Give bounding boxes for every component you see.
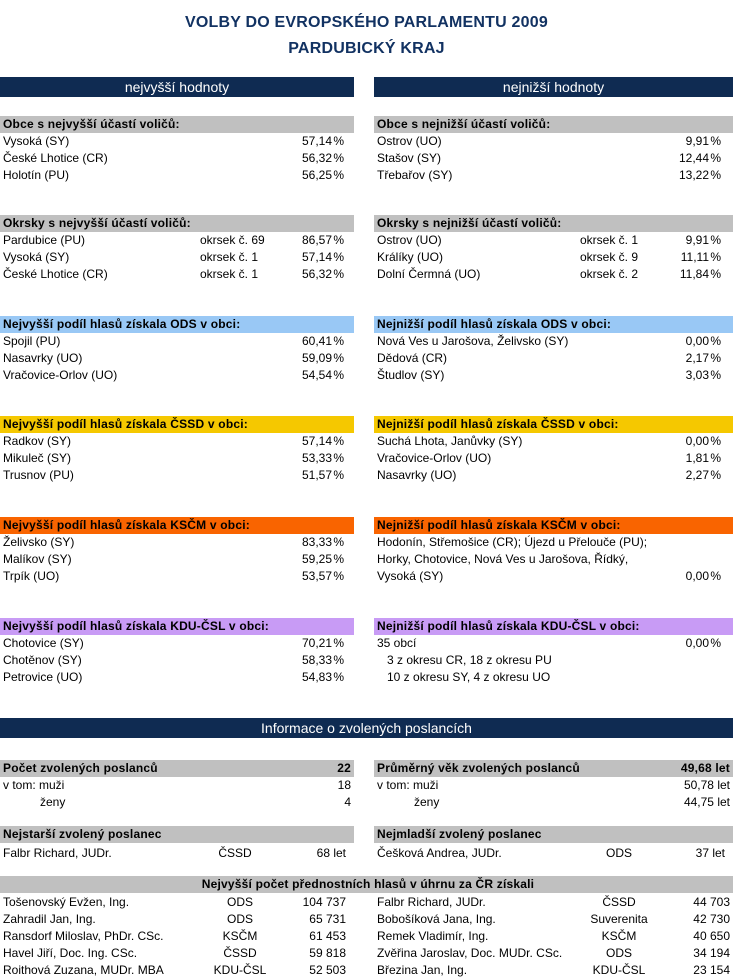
place-name: Vračovice-Orlov (UO) <box>3 368 118 382</box>
table-row <box>374 635 733 652</box>
party-name: KSČM <box>222 929 258 943</box>
district-number: okrsek č. 1 <box>200 267 259 281</box>
place-name: 3 z okresu CR, 18 z okresu PU <box>387 653 552 667</box>
percent-unit: % <box>333 670 344 684</box>
table-row <box>0 669 354 686</box>
table-row <box>0 534 354 551</box>
percent-value: 12,44 <box>678 151 709 165</box>
section-title: Obce s nejnižší účastí voličů: <box>377 117 551 131</box>
row-label: ženy <box>414 795 440 809</box>
percent-value: 70,21 <box>301 636 332 650</box>
percent-unit: % <box>333 468 344 482</box>
left-section <box>0 618 354 686</box>
table-row <box>374 669 733 686</box>
percent-unit: % <box>333 535 344 549</box>
percent-unit: % <box>333 368 344 382</box>
table-row <box>0 266 354 283</box>
table-row <box>0 945 354 962</box>
percent-value: 9,91 <box>685 233 709 247</box>
votes-value: 44 703 <box>693 895 730 909</box>
oldest-title: Nejstarší zvolený poslanec <box>3 827 162 841</box>
percent-value: 57,14 <box>301 134 332 148</box>
percent-unit: % <box>333 267 344 281</box>
table-row <box>374 266 733 283</box>
percent-value: 51,57 <box>301 468 332 482</box>
place-name: Chotovice (SY) <box>3 636 84 650</box>
section-header <box>0 517 354 534</box>
party-name: ODS <box>605 946 632 960</box>
age-block <box>374 760 733 811</box>
percent-unit: % <box>710 151 721 165</box>
row-value: 50,78 let <box>683 778 730 792</box>
place-name: Želivsko (SY) <box>3 535 75 549</box>
percent-unit: % <box>333 168 344 182</box>
place-name: Nasavrky (UO) <box>3 351 83 365</box>
preferential-left <box>0 894 354 978</box>
section-header <box>374 826 733 843</box>
section-header <box>0 826 354 843</box>
table-row <box>0 133 354 150</box>
percent-unit: % <box>710 250 721 264</box>
section-title: Nejnižší podíl hlasů získala KDU-ČSL v obci: <box>377 619 640 633</box>
table-row <box>374 433 733 450</box>
table-row <box>374 928 733 945</box>
preferential-header: Nejvyšší počet přednostních hlasů v úhrnu za ČR získali <box>0 876 733 893</box>
percent-value: 56,32 <box>301 151 332 165</box>
section-header <box>0 316 354 333</box>
percent-unit: % <box>710 451 721 465</box>
percent-value: 2,17 <box>685 351 709 365</box>
table-row <box>0 894 354 911</box>
percent-value: 54,54 <box>301 368 332 382</box>
deputy-name: Bobošíková Jana, Ing. <box>377 912 496 926</box>
place-name: Trpík (UO) <box>3 569 60 583</box>
percent-unit: % <box>333 552 344 566</box>
district-number: okrsek č. 1 <box>580 233 639 247</box>
deputy-name: Zvěřina Jaroslav, Doc. MUDr. CSc. <box>377 946 563 960</box>
party-name: ČSSD <box>223 946 257 960</box>
party-name: ODS <box>226 912 253 926</box>
place-name: Radkov (SY) <box>3 434 72 448</box>
count-total: 22 <box>337 761 351 775</box>
place-name: Horky, Chotovice, Nová Ves u Jarošova, Řídký, <box>377 552 629 566</box>
place-name: Holotín (PU) <box>3 168 70 182</box>
percent-unit: % <box>333 134 344 148</box>
percent-value: 59,09 <box>301 351 332 365</box>
deputy-name: Havel Jiří, Doc. Ing. CSc. <box>3 946 138 960</box>
place-name: Pardubice (PU) <box>3 233 86 247</box>
table-row <box>0 167 354 184</box>
place-name: Vysoká (SY) <box>377 569 444 583</box>
percent-value: 54,83 <box>301 670 332 684</box>
percent-unit: % <box>710 368 721 382</box>
table-row <box>374 350 733 367</box>
deputy-name: Remek Vladimír, Ing. <box>377 929 489 943</box>
table-row <box>374 367 733 384</box>
section-header <box>0 116 354 133</box>
place-name: České Lhotice (CR) <box>3 267 108 281</box>
youngest-block <box>374 826 733 862</box>
table-row <box>374 845 733 862</box>
section-title: Okrsky s nejnižší účastí voličů: <box>377 216 562 230</box>
percent-unit: % <box>710 134 721 148</box>
percent-value: 53,57 <box>301 569 332 583</box>
percent-unit: % <box>333 233 344 247</box>
place-name: 35 obcí <box>377 636 417 650</box>
row-label: v tom: muži <box>3 778 65 792</box>
section-title: Nejnižší podíl hlasů získala ČSSD v obci: <box>377 417 619 431</box>
left-section <box>0 316 354 384</box>
percent-value: 3,03 <box>685 368 709 382</box>
percent-value: 11,11 <box>680 250 709 264</box>
percent-value: 11,84 <box>679 267 709 281</box>
votes-value: 104 737 <box>302 895 346 909</box>
section-title: Obce s nejvyšší účastí voličů: <box>3 117 180 131</box>
place-name: Vysoká (SY) <box>3 134 70 148</box>
place-name: Trusnov (PU) <box>3 468 74 482</box>
table-row <box>0 150 354 167</box>
deputy-name: Češková Andrea, JUDr. <box>377 846 502 860</box>
votes-value: 40 650 <box>693 929 730 943</box>
age-total: 49,68 let <box>680 761 730 775</box>
count-block <box>0 760 354 811</box>
row-value: 18 <box>337 778 351 792</box>
percent-unit: % <box>710 434 721 448</box>
age-value: 68 let <box>316 846 346 860</box>
table-row <box>0 551 354 568</box>
percent-unit: % <box>710 351 721 365</box>
row-label: v tom: muži <box>377 778 439 792</box>
table-row <box>0 911 354 928</box>
percent-unit: % <box>710 569 721 583</box>
percent-unit: % <box>710 267 721 281</box>
table-row <box>0 232 354 249</box>
district-number: okrsek č. 69 <box>200 233 265 247</box>
percent-unit: % <box>333 334 344 348</box>
table-row <box>374 450 733 467</box>
votes-value: 42 730 <box>693 912 730 926</box>
table-row <box>0 928 354 945</box>
table-row <box>0 845 354 862</box>
highest-values-bar: nejvyšší hodnoty <box>0 77 354 97</box>
section-header <box>0 760 354 777</box>
percent-value: 0,00 <box>685 636 709 650</box>
deputy-name: Březina Jan, Ing. <box>377 963 468 977</box>
right-section <box>374 618 733 686</box>
table-row <box>0 467 354 484</box>
deputy-name: Falbr Richard, JUDr. <box>3 846 112 860</box>
page-title: VOLBY DO EVROPSKÉHO PARLAMENTU 2009 <box>185 14 548 31</box>
left-section <box>0 215 354 283</box>
section-header <box>0 618 354 635</box>
right-section <box>374 215 733 283</box>
deputy-name: Ransdorf Miloslav, PhDr. CSc. <box>3 929 164 943</box>
percent-unit: % <box>710 168 721 182</box>
table-row <box>374 911 733 928</box>
deputy-name: Falbr Richard, JUDr. <box>377 895 486 909</box>
section-header <box>374 215 733 232</box>
party-name: ODS <box>605 846 632 860</box>
place-name: Ostrov (UO) <box>377 233 442 247</box>
section-header <box>374 416 733 433</box>
table-row <box>0 249 354 266</box>
place-name: Chotěnov (SY) <box>3 653 82 667</box>
row-value: 44,75 let <box>683 795 730 809</box>
votes-value: 61 453 <box>309 929 346 943</box>
percent-value: 53,33 <box>301 451 332 465</box>
section-header <box>374 116 733 133</box>
place-name: Dědová (CR) <box>377 351 448 365</box>
place-name: Vračovice-Orlov (UO) <box>377 451 492 465</box>
table-row <box>374 232 733 249</box>
section-title: Okrsky s nejvyšší účastí voličů: <box>3 216 191 230</box>
percent-value: 2,27 <box>685 468 709 482</box>
right-section <box>374 116 733 184</box>
percent-value: 56,25 <box>301 168 332 182</box>
party-name: Suverenita <box>590 912 648 926</box>
table-row <box>374 962 733 978</box>
section-title: Nejvyšší podíl hlasů získala ODS v obci: <box>3 317 241 331</box>
percent-unit: % <box>710 636 721 650</box>
left-section <box>0 416 354 484</box>
section-header <box>374 618 733 635</box>
percent-value: 0,00 <box>685 334 709 348</box>
table-row <box>374 167 733 184</box>
place-name: Malíkov (SY) <box>3 552 72 566</box>
table-row <box>0 568 354 585</box>
table-row <box>374 568 733 585</box>
table-row <box>374 551 733 568</box>
party-name: ČSSD <box>218 846 252 860</box>
right-section <box>374 316 733 384</box>
place-name: Vysoká (SY) <box>3 250 70 264</box>
district-number: okrsek č. 1 <box>200 250 259 264</box>
place-name: Mikuleč (SY) <box>3 451 72 465</box>
percent-value: 86,57 <box>301 233 332 247</box>
votes-value: 65 731 <box>309 912 346 926</box>
place-name: České Lhotice (CR) <box>3 151 108 165</box>
deputy-name: Tošenovský Evžen, Ing. <box>3 895 130 909</box>
age-title: Průměrný věk zvolených poslanců <box>377 761 580 775</box>
table-row <box>374 133 733 150</box>
info-bar: Informace o zvolených poslancích <box>0 718 733 738</box>
percent-value: 57,14 <box>301 434 332 448</box>
left-section <box>0 116 354 184</box>
table-row <box>374 333 733 350</box>
table-row <box>374 777 733 794</box>
percent-unit: % <box>710 334 721 348</box>
table-row <box>374 652 733 669</box>
table-row <box>374 467 733 484</box>
votes-value: 52 503 <box>309 963 346 977</box>
lowest-values-bar: nejnižší hodnoty <box>374 77 733 97</box>
table-row <box>0 652 354 669</box>
section-header <box>374 517 733 534</box>
percent-value: 83,33 <box>301 535 332 549</box>
place-name: 10 z okresu SY, 4 z okresu UO <box>387 670 551 684</box>
percent-unit: % <box>710 233 721 247</box>
place-name: Třebařov (SY) <box>377 168 453 182</box>
table-row <box>0 794 354 811</box>
place-name: Spojil (PU) <box>3 334 61 348</box>
right-section <box>374 416 733 484</box>
votes-value: 23 154 <box>693 963 730 977</box>
party-name: ODS <box>226 895 253 909</box>
table-row <box>0 367 354 384</box>
party-name: KDU-ČSL <box>213 963 267 977</box>
percent-unit: % <box>333 569 344 583</box>
percent-value: 1,81 <box>685 451 709 465</box>
party-name: ČSSD <box>602 895 636 909</box>
place-name: Hodonín, Střemošice (CR); Újezd u Přelouče (PU); <box>377 535 648 549</box>
section-header <box>0 416 354 433</box>
percent-value: 57,14 <box>301 250 332 264</box>
votes-value: 59 818 <box>309 946 346 960</box>
left-section <box>0 517 354 585</box>
place-name: Králíky (UO) <box>377 250 443 264</box>
table-row <box>0 777 354 794</box>
percent-unit: % <box>333 250 344 264</box>
place-name: Nová Ves u Jarošova, Želivsko (SY) <box>377 334 569 348</box>
percent-unit: % <box>333 451 344 465</box>
place-name: Študlov (SY) <box>377 368 445 382</box>
table-row <box>374 945 733 962</box>
section-title: Nejvyšší podíl hlasů získala KSČM v obci: <box>3 518 250 532</box>
place-name: Nasavrky (UO) <box>377 468 457 482</box>
right-section <box>374 517 733 585</box>
table-row <box>0 962 354 978</box>
percent-unit: % <box>333 653 344 667</box>
percent-value: 56,32 <box>301 267 332 281</box>
section-title: Nejnižší podíl hlasů získala KSČM v obci: <box>377 518 621 532</box>
percent-value: 59,25 <box>301 552 332 566</box>
place-name: Petrovice (UO) <box>3 670 83 684</box>
table-row <box>0 333 354 350</box>
table-row <box>0 450 354 467</box>
place-name: Ostrov (UO) <box>377 134 442 148</box>
percent-value: 0,00 <box>685 569 709 583</box>
percent-unit: % <box>710 468 721 482</box>
table-row <box>0 350 354 367</box>
count-title: Počet zvolených poslanců <box>3 761 158 775</box>
percent-value: 0,00 <box>685 434 709 448</box>
page-subtitle: PARDUBICKÝ KRAJ <box>288 40 445 57</box>
oldest-block <box>0 826 354 862</box>
district-number: okrsek č. 2 <box>580 267 639 281</box>
table-row <box>0 635 354 652</box>
party-name: KSČM <box>601 929 637 943</box>
table-row <box>374 150 733 167</box>
party-name: KDU-ČSL <box>592 963 646 977</box>
section-header <box>374 760 733 777</box>
place-name: Dolní Čermná (UO) <box>377 267 481 281</box>
deputy-name: Zahradil Jan, Ing. <box>3 912 96 926</box>
district-number: okrsek č. 9 <box>580 250 639 264</box>
section-header <box>374 316 733 333</box>
row-label: ženy <box>40 795 66 809</box>
section-header <box>0 215 354 232</box>
preferential-right <box>374 894 733 978</box>
percent-unit: % <box>333 351 344 365</box>
youngest-title: Nejmladší zvolený poslanec <box>377 827 542 841</box>
section-title: Nejvyšší podíl hlasů získala ČSSD v obci: <box>3 417 248 431</box>
percent-unit: % <box>333 434 344 448</box>
table-row <box>374 794 733 811</box>
percent-value: 60,41 <box>301 334 332 348</box>
percent-unit: % <box>333 151 344 165</box>
section-title: Nejvyšší podíl hlasů získala KDU-ČSL v obci: <box>3 619 269 633</box>
votes-value: 34 194 <box>693 946 730 960</box>
table-row <box>374 894 733 911</box>
deputy-name: Roithová Zuzana, MUDr. MBA <box>3 963 164 977</box>
percent-value: 13,22 <box>678 168 709 182</box>
table-row <box>0 433 354 450</box>
percent-unit: % <box>333 636 344 650</box>
percent-value: 9,91 <box>685 134 709 148</box>
percent-value: 58,33 <box>301 653 332 667</box>
table-row <box>374 534 733 551</box>
table-row <box>374 249 733 266</box>
place-name: Stašov (SY) <box>377 151 442 165</box>
place-name: Suchá Lhota, Janůvky (SY) <box>377 434 523 448</box>
age-value: 37 let <box>695 846 725 860</box>
row-value: 4 <box>344 795 351 809</box>
section-title: Nejnižší podíl hlasů získala ODS v obci: <box>377 317 612 331</box>
